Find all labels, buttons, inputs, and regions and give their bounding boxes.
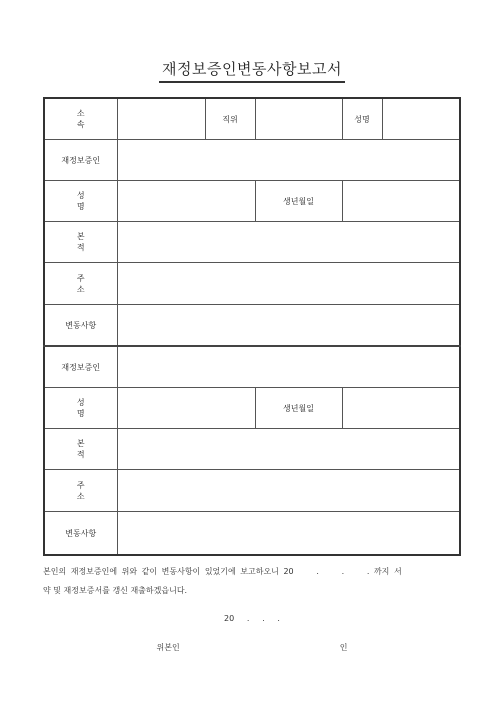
section1-guarantor-field[interactable]: [117, 140, 460, 181]
section1-birth-label: 생년월일: [255, 181, 342, 222]
section2-name-row: [44, 388, 460, 429]
section1-address-label: 주 소: [44, 263, 117, 305]
position-field[interactable]: [255, 98, 342, 140]
section2-domicile-label: 본 적: [44, 429, 117, 470]
section2-guarantor-label: 재정보증인: [44, 346, 117, 388]
section2-domicile-row: [44, 429, 460, 470]
section1-name-label: 성 명: [44, 181, 117, 222]
section2-changes-field[interactable]: [117, 512, 460, 556]
section2-address-row: [44, 470, 460, 512]
section1-changes-field[interactable]: [117, 305, 460, 347]
section1-domicile-row: [44, 222, 460, 263]
affiliation-label: 소 속: [44, 98, 117, 140]
section2-domicile-field[interactable]: [117, 429, 460, 470]
section1-birth-field[interactable]: [342, 181, 460, 222]
guarantor-change-form: [43, 97, 461, 556]
section2-name-label: 성 명: [44, 388, 117, 429]
section2-guarantor-field[interactable]: [117, 346, 460, 388]
statement-line-1: 본인의 재정보증인에 위와 같이 변동사항이 있었기에 보고하오니 20 . . . 까지 서: [43, 567, 402, 576]
position-label: 직위: [205, 98, 255, 140]
name-field[interactable]: [382, 98, 460, 140]
statement-line-2: 약 및 재정보증서를 갱신 재출하겠읍니다.: [43, 586, 188, 595]
section1-domicile-field[interactable]: [117, 222, 460, 263]
document-title: 재정보증인변동사항보고서: [0, 58, 504, 83]
section1-name-row: [44, 181, 460, 222]
section1-address-field[interactable]: [117, 263, 460, 305]
section2-changes-row: [44, 512, 460, 556]
section1-domicile-label: 본 적: [44, 222, 117, 263]
section1-address-row: [44, 263, 460, 305]
seal-mark: 인: [339, 643, 348, 652]
section2-name-field[interactable]: [117, 388, 255, 429]
signature-line: [0, 642, 504, 653]
section2-address-label: 주 소: [44, 470, 117, 512]
section1-name-field[interactable]: [117, 181, 255, 222]
signature-label: 위본인: [156, 643, 180, 652]
section1-guarantor-label: 재정보증인: [44, 140, 117, 181]
header-row: [44, 98, 460, 140]
section2-changes-label: 변동사항: [44, 512, 117, 556]
section2-guarantor-row: [44, 346, 460, 388]
date-line: 20 . . .: [224, 614, 280, 623]
section2-birth-label: 생년월일: [255, 388, 342, 429]
section1-changes-row: [44, 305, 460, 347]
name-label: 성명: [342, 98, 382, 140]
section1-changes-label: 변동사항: [44, 305, 117, 347]
section2-birth-field[interactable]: [342, 388, 460, 429]
affiliation-field[interactable]: [117, 98, 205, 140]
section2-address-field[interactable]: [117, 470, 460, 512]
section1-guarantor-row: [44, 140, 460, 181]
